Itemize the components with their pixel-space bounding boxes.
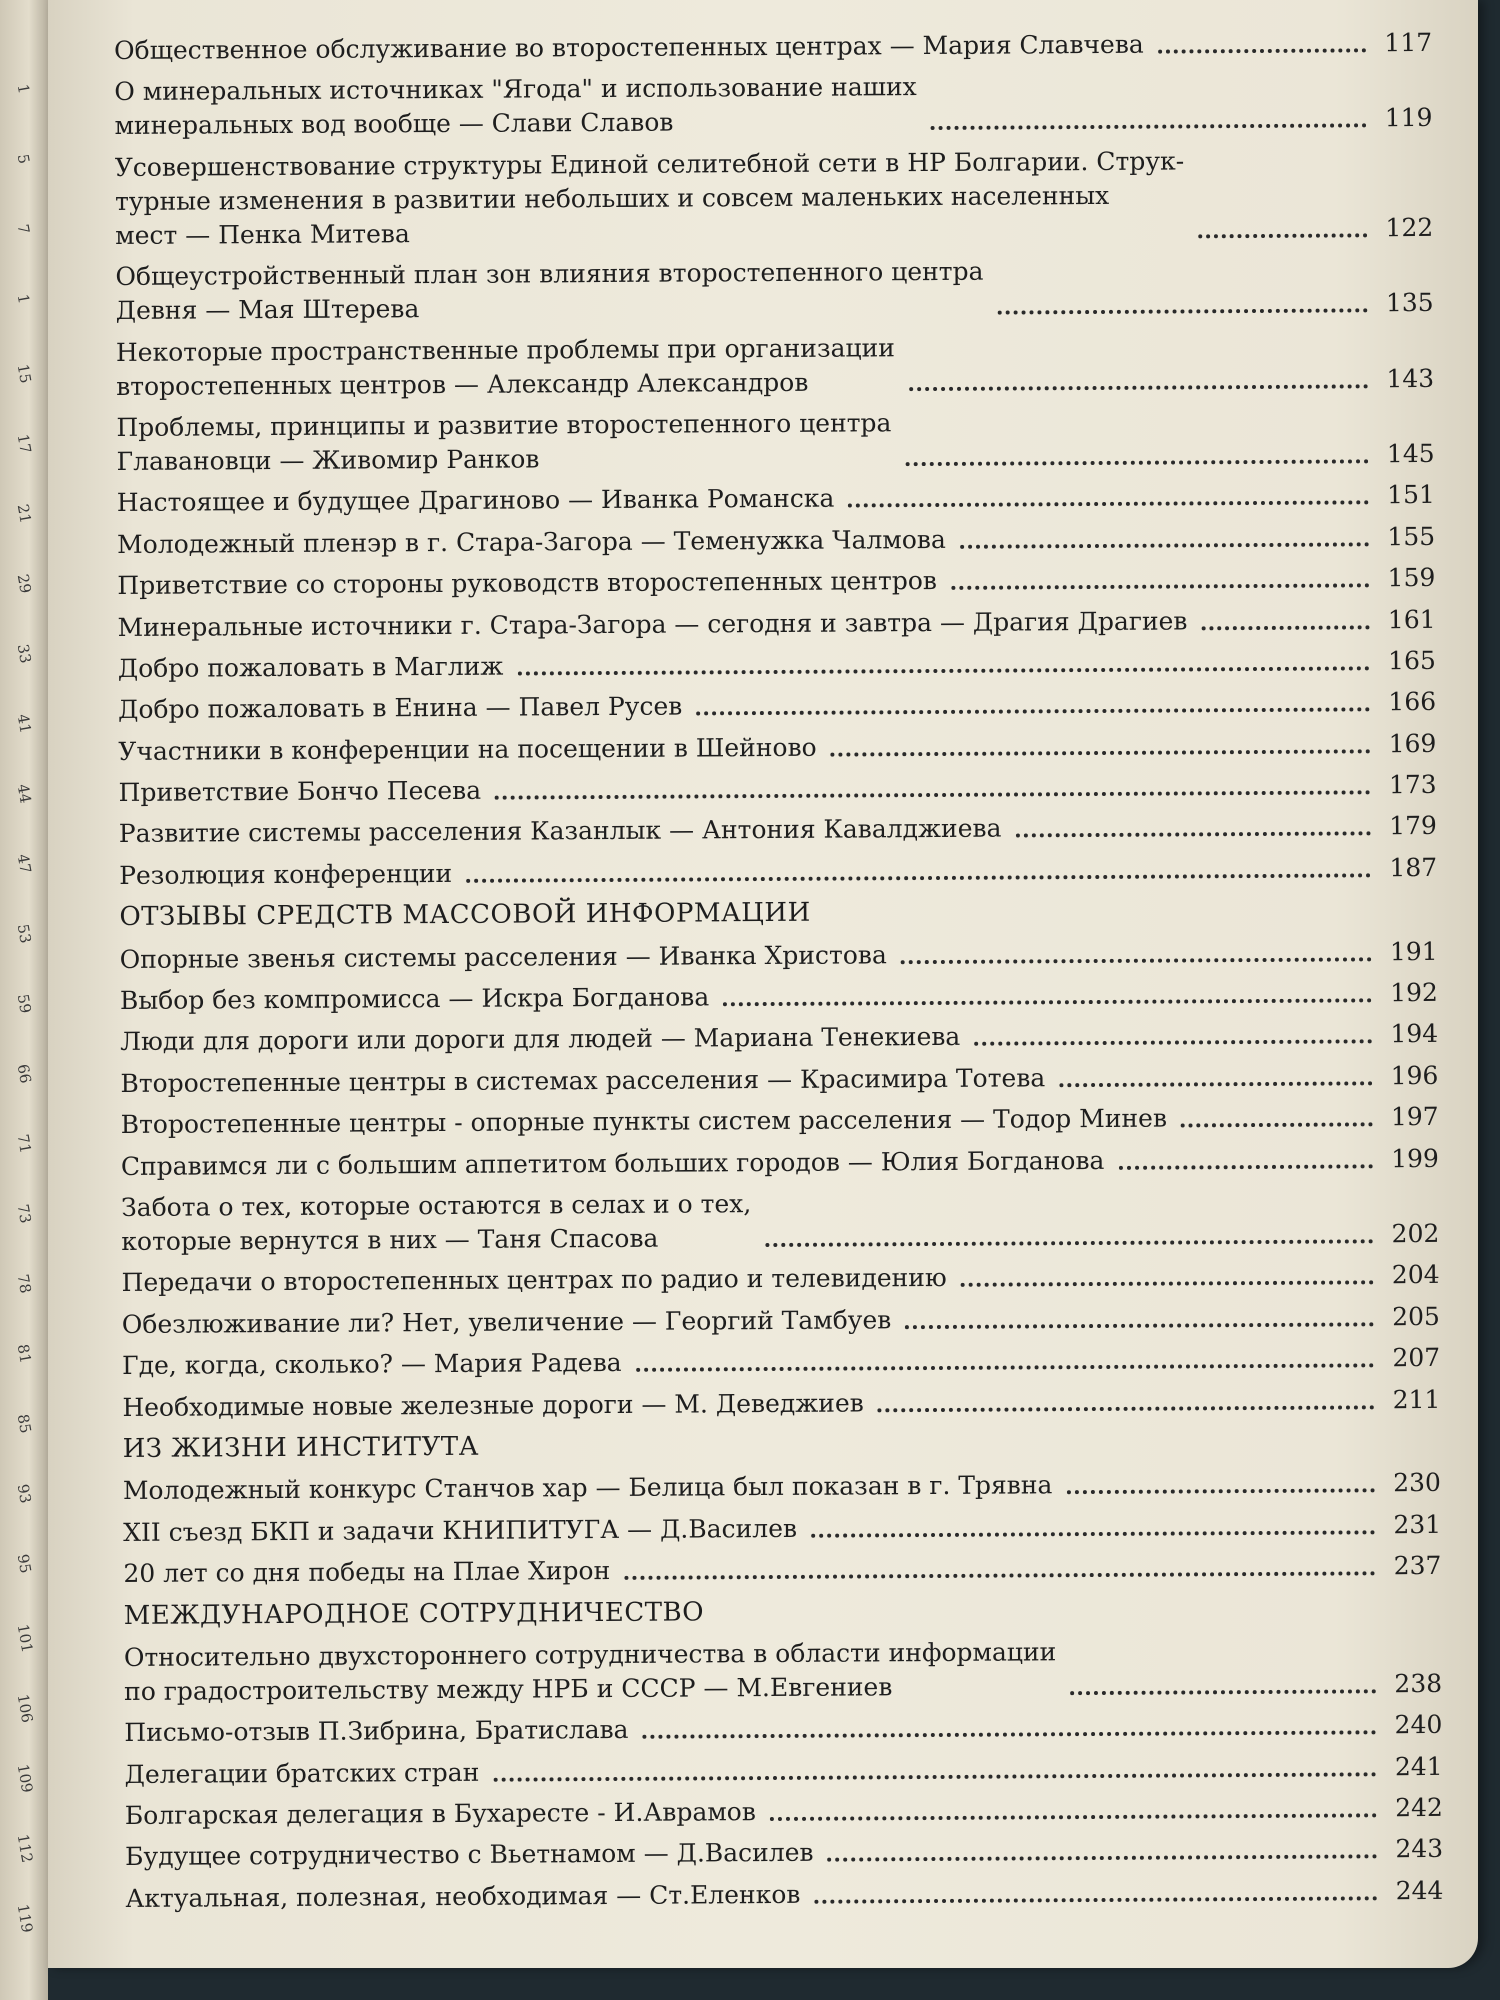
- toc-entry-page-number: 187: [1389, 852, 1438, 883]
- toc-entry-title: Люди для дороги или дороги для людей — Мариана Тенекиева: [120, 1022, 961, 1057]
- dot-leader: [493, 1772, 1376, 1781]
- margin-page-number: 29: [13, 572, 35, 595]
- toc-entry-title: Приветствие Бончо Песева: [118, 775, 482, 808]
- toc-entry: [125, 1750, 1443, 1792]
- margin-page-number: 78: [13, 1272, 35, 1295]
- toc-entry: [117, 520, 1435, 562]
- margin-page-number: 17: [13, 432, 35, 455]
- toc-entry-title: Справимся ли с большим аппетитом больших городов — Юлия Богданова: [120, 1145, 1105, 1181]
- dot-leader: [814, 1896, 1377, 1903]
- margin-page-number: 5: [13, 152, 34, 166]
- toc-entry: [119, 809, 1437, 851]
- toc-entry: [120, 976, 1438, 1018]
- toc-entry: [115, 143, 1434, 253]
- margin-page-number: 109: [13, 1762, 37, 1795]
- toc-entry-page-number: 179: [1389, 811, 1437, 841]
- toc-entry: [123, 1549, 1441, 1591]
- dot-leader: [831, 749, 1371, 756]
- toc-entry-title: Молодежный конкурс Станчов хар — Белица был показан в г. Трявна: [122, 1470, 1053, 1506]
- dot-leader: [1199, 233, 1368, 238]
- section-heading-international: МЕЖДУНАРОДНОЕ СОТРУДНИЧЕСТВО: [123, 1596, 705, 1631]
- toc-entry-title: Где, когда, сколько? — Мария Радева: [122, 1348, 622, 1381]
- toc-entry-page-number: 205: [1392, 1301, 1440, 1331]
- dot-leader: [624, 1571, 1375, 1580]
- toc-entry-page-number: 240: [1394, 1710, 1443, 1740]
- toc-entry: [116, 328, 1434, 404]
- toc-entry-page-number: 197: [1390, 1102, 1439, 1132]
- toc-group-international: [124, 1633, 1444, 1916]
- margin-page-number: 21: [13, 502, 35, 525]
- toc-entry-page-number: 169: [1388, 728, 1437, 758]
- toc-entry-title: 20 лет со дня победы на Плае Хирон: [123, 1556, 611, 1589]
- toc-entry-page-number: 122: [1385, 212, 1434, 243]
- toc-entry: [115, 252, 1433, 328]
- dot-leader: [878, 1405, 1375, 1412]
- toc-entry-title: Забота о тех, которые остаются в селах и о тех, которые вернутся в них — Таня Спасова: [121, 1189, 752, 1256]
- dot-leader: [770, 1813, 1377, 1821]
- dot-leader: [974, 1040, 1372, 1046]
- dot-leader: [828, 1855, 1378, 1862]
- toc-entry: [122, 1382, 1440, 1424]
- margin-page-number: 119: [13, 1902, 37, 1935]
- toc-group-institute: [123, 1466, 1442, 1591]
- toc-entry-page-number: 230: [1393, 1468, 1441, 1498]
- toc-entry: [118, 644, 1436, 686]
- toc-entry: [125, 1832, 1443, 1874]
- toc-entry-page-number: 119: [1384, 103, 1433, 133]
- toc-entry-title: Настоящее и будущее Драгиново — Иванка Романска: [116, 483, 835, 518]
- toc-entry-page-number: 244: [1395, 1875, 1444, 1906]
- dot-leader: [961, 1281, 1374, 1288]
- previous-page-edge: [0, 0, 48, 2000]
- toc-entry-title: Добро пожаловать в Енина — Павел Русев: [118, 691, 683, 725]
- dot-leader: [960, 542, 1369, 549]
- toc-entry-title: Необходимые новые железные дороги — М. Деведжиев: [122, 1387, 864, 1422]
- toc-entry-page-number: 237: [1393, 1551, 1442, 1581]
- margin-page-number: 106: [13, 1692, 37, 1725]
- toc-entry-page-number: 143: [1386, 363, 1435, 393]
- dot-leader: [1118, 1164, 1373, 1170]
- toc-entry-title: Обезлюживание ли? Нет, увеличение — Георгий Тамбуев: [121, 1305, 892, 1339]
- toc-entry: [114, 26, 1432, 68]
- toc-entry-title: Проблемы, принципы и развитие второстепенного центра Главановци — Живомир Ранков: [116, 408, 892, 476]
- toc-entry-title: Болгарская делегация в Бухаресте - И.Аврамов: [124, 1797, 756, 1831]
- toc-entry: [117, 478, 1435, 520]
- dot-leader: [636, 1363, 1374, 1372]
- toc-entry-title: Выбор без компромисса — Искра Богданова: [119, 982, 710, 1016]
- toc-entry-page-number: 173: [1388, 770, 1437, 800]
- toc-entry: [114, 67, 1432, 143]
- dot-leader: [1066, 1489, 1375, 1495]
- toc-entry-page-number: 238: [1394, 1668, 1443, 1699]
- toc-entry: [124, 1633, 1442, 1709]
- toc-entry-title: Общеустройственный план зон влияния второстепенного центра Девня — Мая Штерева: [115, 256, 984, 326]
- toc-entry: [120, 1059, 1438, 1101]
- toc-entry-title: Минеральные источники г. Стара-Загора — сегодня и завтра — Драгия Драгиев: [117, 605, 1188, 642]
- dot-leader: [1181, 1123, 1373, 1128]
- toc-entry-title: Участники в конференции на посещении в Шейново: [118, 732, 817, 766]
- margin-page-number: 73: [13, 1202, 35, 1225]
- toc-entry-title: Передачи о второстепенных центрах по радио и телевидению: [121, 1263, 947, 1298]
- margin-page-number: 59: [13, 992, 35, 1015]
- margin-page-number: 7: [13, 222, 34, 236]
- toc-entry: [122, 1300, 1440, 1342]
- toc-entry-page-number: 231: [1393, 1509, 1442, 1539]
- dot-leader: [909, 384, 1368, 391]
- toc-entry-title: Опорные звенья системы расселения — Иванка Христова: [119, 939, 887, 974]
- toc-entry-page-number: 194: [1390, 1019, 1439, 1049]
- margin-page-number: 1: [13, 82, 34, 96]
- toc-entry-title: Относительно двухстороннего сотрудничества в области информации по градостроительству между НРБ и СССР — М.Евгениев: [123, 1637, 1057, 1706]
- margin-page-number: 44: [13, 782, 35, 805]
- dot-leader: [998, 309, 1368, 315]
- toc-entry-title: О минеральных источниках "Ягода" и использование наших минеральных вод вообще — Слави Славов: [114, 72, 917, 141]
- margin-page-number: 71: [13, 1132, 35, 1155]
- margin-page-number: 33: [13, 642, 35, 665]
- toc-entry-page-number: 196: [1390, 1060, 1439, 1091]
- toc-entry-page-number: 117: [1384, 27, 1433, 58]
- margin-page-number: 93: [13, 1482, 35, 1505]
- toc-entry: [118, 727, 1436, 769]
- margin-page-number: 101: [13, 1622, 37, 1655]
- table-of-contents: [114, 26, 1444, 1923]
- dot-leader: [495, 790, 1371, 799]
- toc-entry-page-number: 161: [1387, 604, 1436, 634]
- toc-entry: [121, 1100, 1439, 1142]
- toc-entry-page-number: 166: [1388, 687, 1437, 717]
- dot-leader: [951, 583, 1369, 590]
- margin-page-number: 15: [13, 362, 35, 385]
- toc-entry-page-number: 242: [1395, 1792, 1443, 1823]
- dot-leader: [811, 1530, 1375, 1537]
- toc-entry-page-number: 191: [1389, 936, 1438, 966]
- toc-entry-page-number: 151: [1387, 480, 1435, 510]
- toc-entry: [125, 1791, 1443, 1833]
- dot-leader: [1059, 1081, 1372, 1087]
- toc-entry: [121, 1142, 1439, 1184]
- toc-entry-page-number: 155: [1387, 521, 1436, 551]
- toc-entry: [119, 768, 1437, 810]
- toc-entry: [125, 1874, 1443, 1916]
- toc-entry-page-number: 204: [1391, 1260, 1440, 1290]
- dot-leader: [643, 1731, 1377, 1739]
- toc-group-media: [120, 935, 1441, 1425]
- dot-leader: [906, 459, 1369, 466]
- toc-entry: [121, 1183, 1439, 1259]
- dot-leader: [1071, 1689, 1377, 1695]
- margin-page-number: 1: [13, 292, 34, 306]
- toc-entry-page-number: 145: [1386, 438, 1435, 469]
- margin-page-number: 81: [13, 1342, 35, 1365]
- dot-leader: [931, 124, 1367, 131]
- dot-leader: [766, 1239, 1374, 1247]
- toc-group-conference: [114, 26, 1437, 893]
- dot-leader: [901, 957, 1372, 964]
- toc-entry-page-number: 207: [1392, 1343, 1441, 1373]
- margin-page-number: 47: [13, 852, 35, 875]
- dot-leader: [1158, 48, 1366, 53]
- margin-page-number: 41: [13, 712, 35, 735]
- toc-entry: [123, 1508, 1441, 1550]
- toc-entry-title: Письмо-отзыв П.Зибрина, Братислава: [124, 1715, 629, 1748]
- toc-entry-page-number: 202: [1391, 1218, 1440, 1249]
- toc-entry-title: Актуальная, полезная, необходимая — Ст.Еленков: [125, 1879, 801, 1913]
- toc-entry-title: XII съезд БКП и задачи КНИПИТУГА — Д.Василев: [123, 1513, 798, 1547]
- toc-entry: [119, 851, 1437, 893]
- toc-entry-title: Приветствие со стороны руководств второстепенных центров: [117, 566, 937, 601]
- section-heading-institute: ИЗ ЖИЗНИ ИНСТИТУТА: [122, 1431, 479, 1464]
- toc-entry-page-number: 211: [1392, 1384, 1441, 1414]
- dot-leader: [1015, 832, 1370, 838]
- toc-entry: [120, 935, 1438, 977]
- toc-entry: [118, 685, 1436, 727]
- toc-entry: [122, 1258, 1440, 1300]
- toc-entry-title: Некоторые пространственные проблемы при организации второстепенных центров — Александр Александров: [115, 332, 895, 401]
- margin-page-number: 95: [13, 1552, 35, 1575]
- toc-entry-page-number: 243: [1395, 1834, 1444, 1864]
- toc-entry-title: Второстепенные центры в системах расселения — Красимира Тотева: [120, 1063, 1046, 1098]
- dot-leader: [696, 708, 1370, 716]
- book-page: [48, 0, 1478, 1968]
- dot-leader: [905, 1322, 1374, 1329]
- toc-entry-title: Второстепенные центры - опорные пункты систем расселения — Тодор Минев: [120, 1103, 1168, 1140]
- toc-entry-page-number: 165: [1388, 645, 1436, 676]
- toc-entry-title: Резолюция конференции: [119, 858, 453, 890]
- toc-entry: [117, 561, 1435, 603]
- toc-entry: [124, 1708, 1442, 1750]
- toc-entry-title: Делегации братских стран: [124, 1757, 480, 1789]
- toc-entry: [122, 1341, 1440, 1383]
- toc-entry-title: Добро пожаловать в Маглиж: [117, 651, 504, 683]
- toc-entry-page-number: 135: [1385, 288, 1434, 318]
- toc-entry-title: Молодежный пленэр в г. Стара-Загора — Теменужка Чалмова: [117, 524, 946, 559]
- toc-entry: [118, 602, 1436, 644]
- margin-page-number: 112: [13, 1832, 37, 1865]
- toc-entry-title: Общественное обслуживание во второстепенных центрах — Мария Славчева: [114, 29, 1144, 65]
- margin-page-number: 66: [13, 1062, 35, 1085]
- dot-leader: [1201, 625, 1369, 630]
- toc-entry-page-number: 192: [1390, 977, 1438, 1008]
- toc-entry: [116, 403, 1434, 479]
- dot-leader: [848, 501, 1369, 508]
- section-heading-media: ОТЗЫВЫ СРЕДСТВ МАССОВОЙ ИНФОРМАЦИИ: [119, 898, 811, 933]
- toc-entry-title: Усовершенствование структуры Единой селитебной сети в НР Болгарии. Струк- турные изменения в развитии небольших и совсем маленьких населенных мест — Пенка Митева: [114, 146, 1185, 250]
- toc-entry-page-number: 199: [1391, 1143, 1439, 1173]
- toc-entry-page-number: 159: [1387, 563, 1436, 593]
- toc-entry: [120, 1017, 1438, 1059]
- margin-page-number: 85: [13, 1412, 35, 1435]
- toc-entry-title: Будущее сотрудничество с Вьетнамом — Д.Василев: [125, 1838, 814, 1872]
- dot-leader: [466, 873, 1371, 883]
- dot-leader: [517, 666, 1369, 675]
- toc-entry: [123, 1466, 1441, 1508]
- toc-entry-title: Развитие системы расселения Казанлык — Антония Кавалджиева: [118, 814, 1002, 849]
- dot-leader: [723, 998, 1372, 1006]
- toc-entry-page-number: 241: [1394, 1751, 1443, 1781]
- margin-page-number: 53: [13, 922, 35, 945]
